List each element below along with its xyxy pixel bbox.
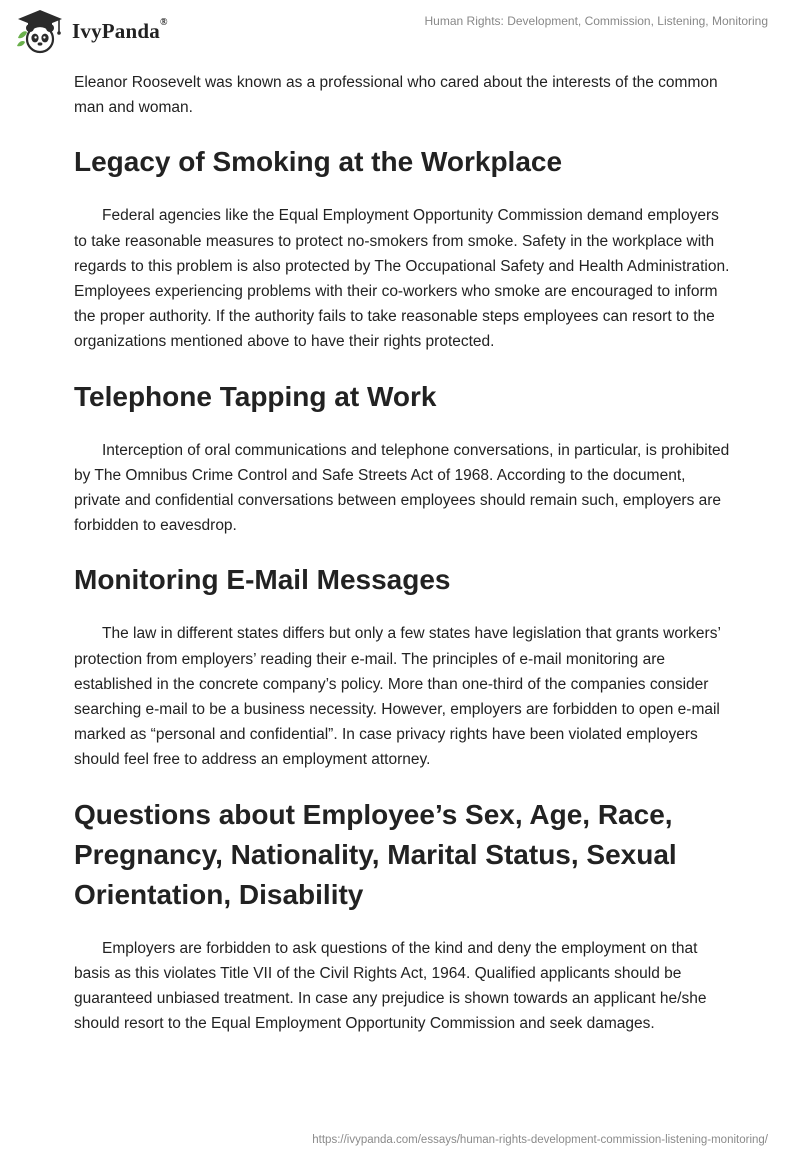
section-heading: Telephone Tapping at Work <box>74 380 437 412</box>
section-paragraph: Federal agencies like the Equal Employment Opportunity Commission demand employers to take reasonable measures to protect no-smokers from smoke. Safety in the workplace with regards to this problem is also protected by The Occupational Safety and Health Administration. Employees experiencing problems with their co-workers who smoke are encouraged to inform the proper authority. If the authority fails to take reasonable steps employees can resort to the organizations mentioned above to have their rights protected. <box>74 207 730 351</box>
source-url[interactable]: https://ivypanda.com/essays/human-rights-development-commission-listening-monitoring/ <box>312 1134 768 1146</box>
panda-graduate-icon <box>14 8 66 54</box>
section-paragraph: Interception of oral communications and telephone conversations, in particular, is prohibited by The Omnibus Crime Control and Safe Streets Act of 1968. According to the document, private and confidential conversations between employees should remain such, employers are forbidden to eavesdrop. <box>74 441 730 535</box>
brand-name: IvyPanda® <box>72 16 168 43</box>
section-paragraph: Employers are forbidden to ask questions of the kind and deny the employment on that basis as this violates Title VII of the Civil Rights Act, 1964. Qualified applicants should be guaranteed unbiased treatment. In case any prejudice is shown towards an applicant he/she should resort to the Equal Employment Opportunity Commission and seek damages. <box>74 939 707 1033</box>
brand-logo[interactable] <box>14 8 168 54</box>
section-heading: Legacy of Smoking at the Workplace <box>74 146 563 178</box>
intro-paragraph: Eleanor Roosevelt was known as a professional who cared about the interests of the common man and woman. <box>74 74 718 117</box>
article-body <box>74 70 734 1036</box>
section-paragraph: The law in different states differs but only a few states have legislation that grants workers’ protection from employers’ reading their e-mail. The principles of e-mail monitoring are established in the concrete company’s policy. More than one-third of the companies consider searching e-mail to be a business necessity. However, employers are forbidden to open e-mail marked as “personal and confidential”. In case privacy rights have been violated employers should feel free to address an employment attorney. <box>74 625 721 769</box>
section-heading: Questions about Employee’s Sex, Age, Race, Pregnancy, Nationality, Marital Status, Sexual Orientation, Disability <box>74 798 677 910</box>
document-title: Human Rights: Development, Commission, Listening, Monitoring <box>424 14 768 28</box>
page-header <box>0 0 800 60</box>
section-heading: Monitoring E-Mail Messages <box>74 564 451 596</box>
